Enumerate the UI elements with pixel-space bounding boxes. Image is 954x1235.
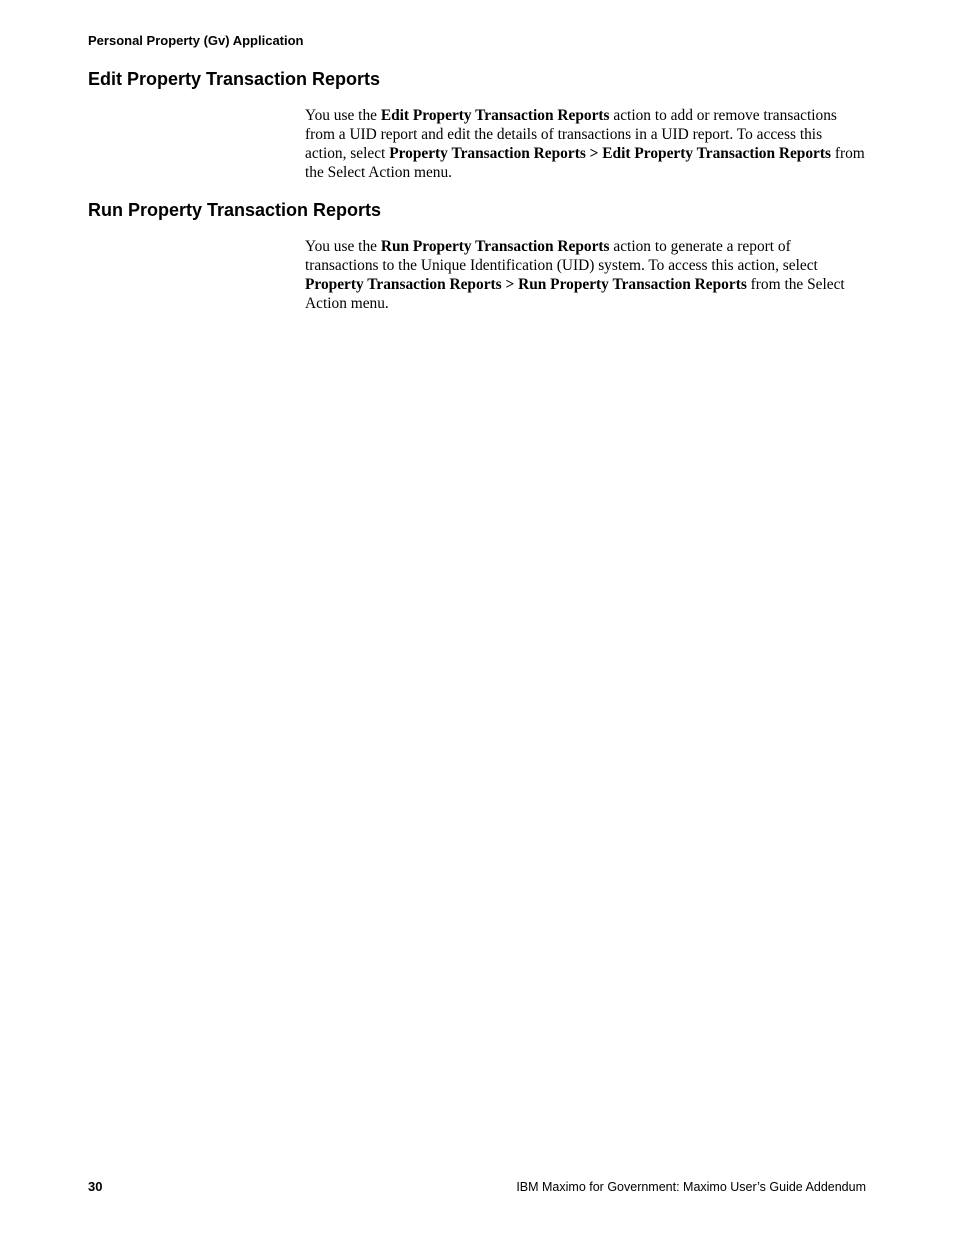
running-header: Personal Property (Gv) Application [88, 33, 304, 48]
action-name: Run Property Transaction Reports [380, 238, 610, 255]
paragraph-text: action to generate a report of transactions to the Unique Identification (UID) system. To access this action, select [305, 238, 818, 274]
footer-book-title: IBM Maximo for Government: Maximo User’s Guide Addendum [516, 1180, 866, 1194]
section-heading-run-reports: Run Property Transaction Reports [88, 200, 382, 220]
paragraph-text: You use the [305, 238, 381, 255]
page-number: 30 [88, 1179, 103, 1194]
action-name: Edit Property Transaction Reports [380, 107, 610, 124]
menu-path: Property Transaction Reports > Run Property Transaction Reports [305, 276, 747, 293]
paragraph-text: You use the [305, 107, 381, 124]
edit-reports-paragraph [305, 106, 867, 182]
run-reports-paragraph [305, 237, 867, 313]
section-heading-edit-reports: Edit Property Transaction Reports [88, 69, 381, 89]
paragraph-text: from the Select Action menu. [305, 276, 845, 312]
menu-path: Property Transaction Reports > Edit Property Transaction Reports [389, 145, 831, 162]
paragraph-text: action to add or remove transactions from a UID report and edit the details of transactions in a UID report. To access this action, select [305, 107, 837, 162]
paragraph-text: from the Select Action menu. [305, 145, 865, 181]
